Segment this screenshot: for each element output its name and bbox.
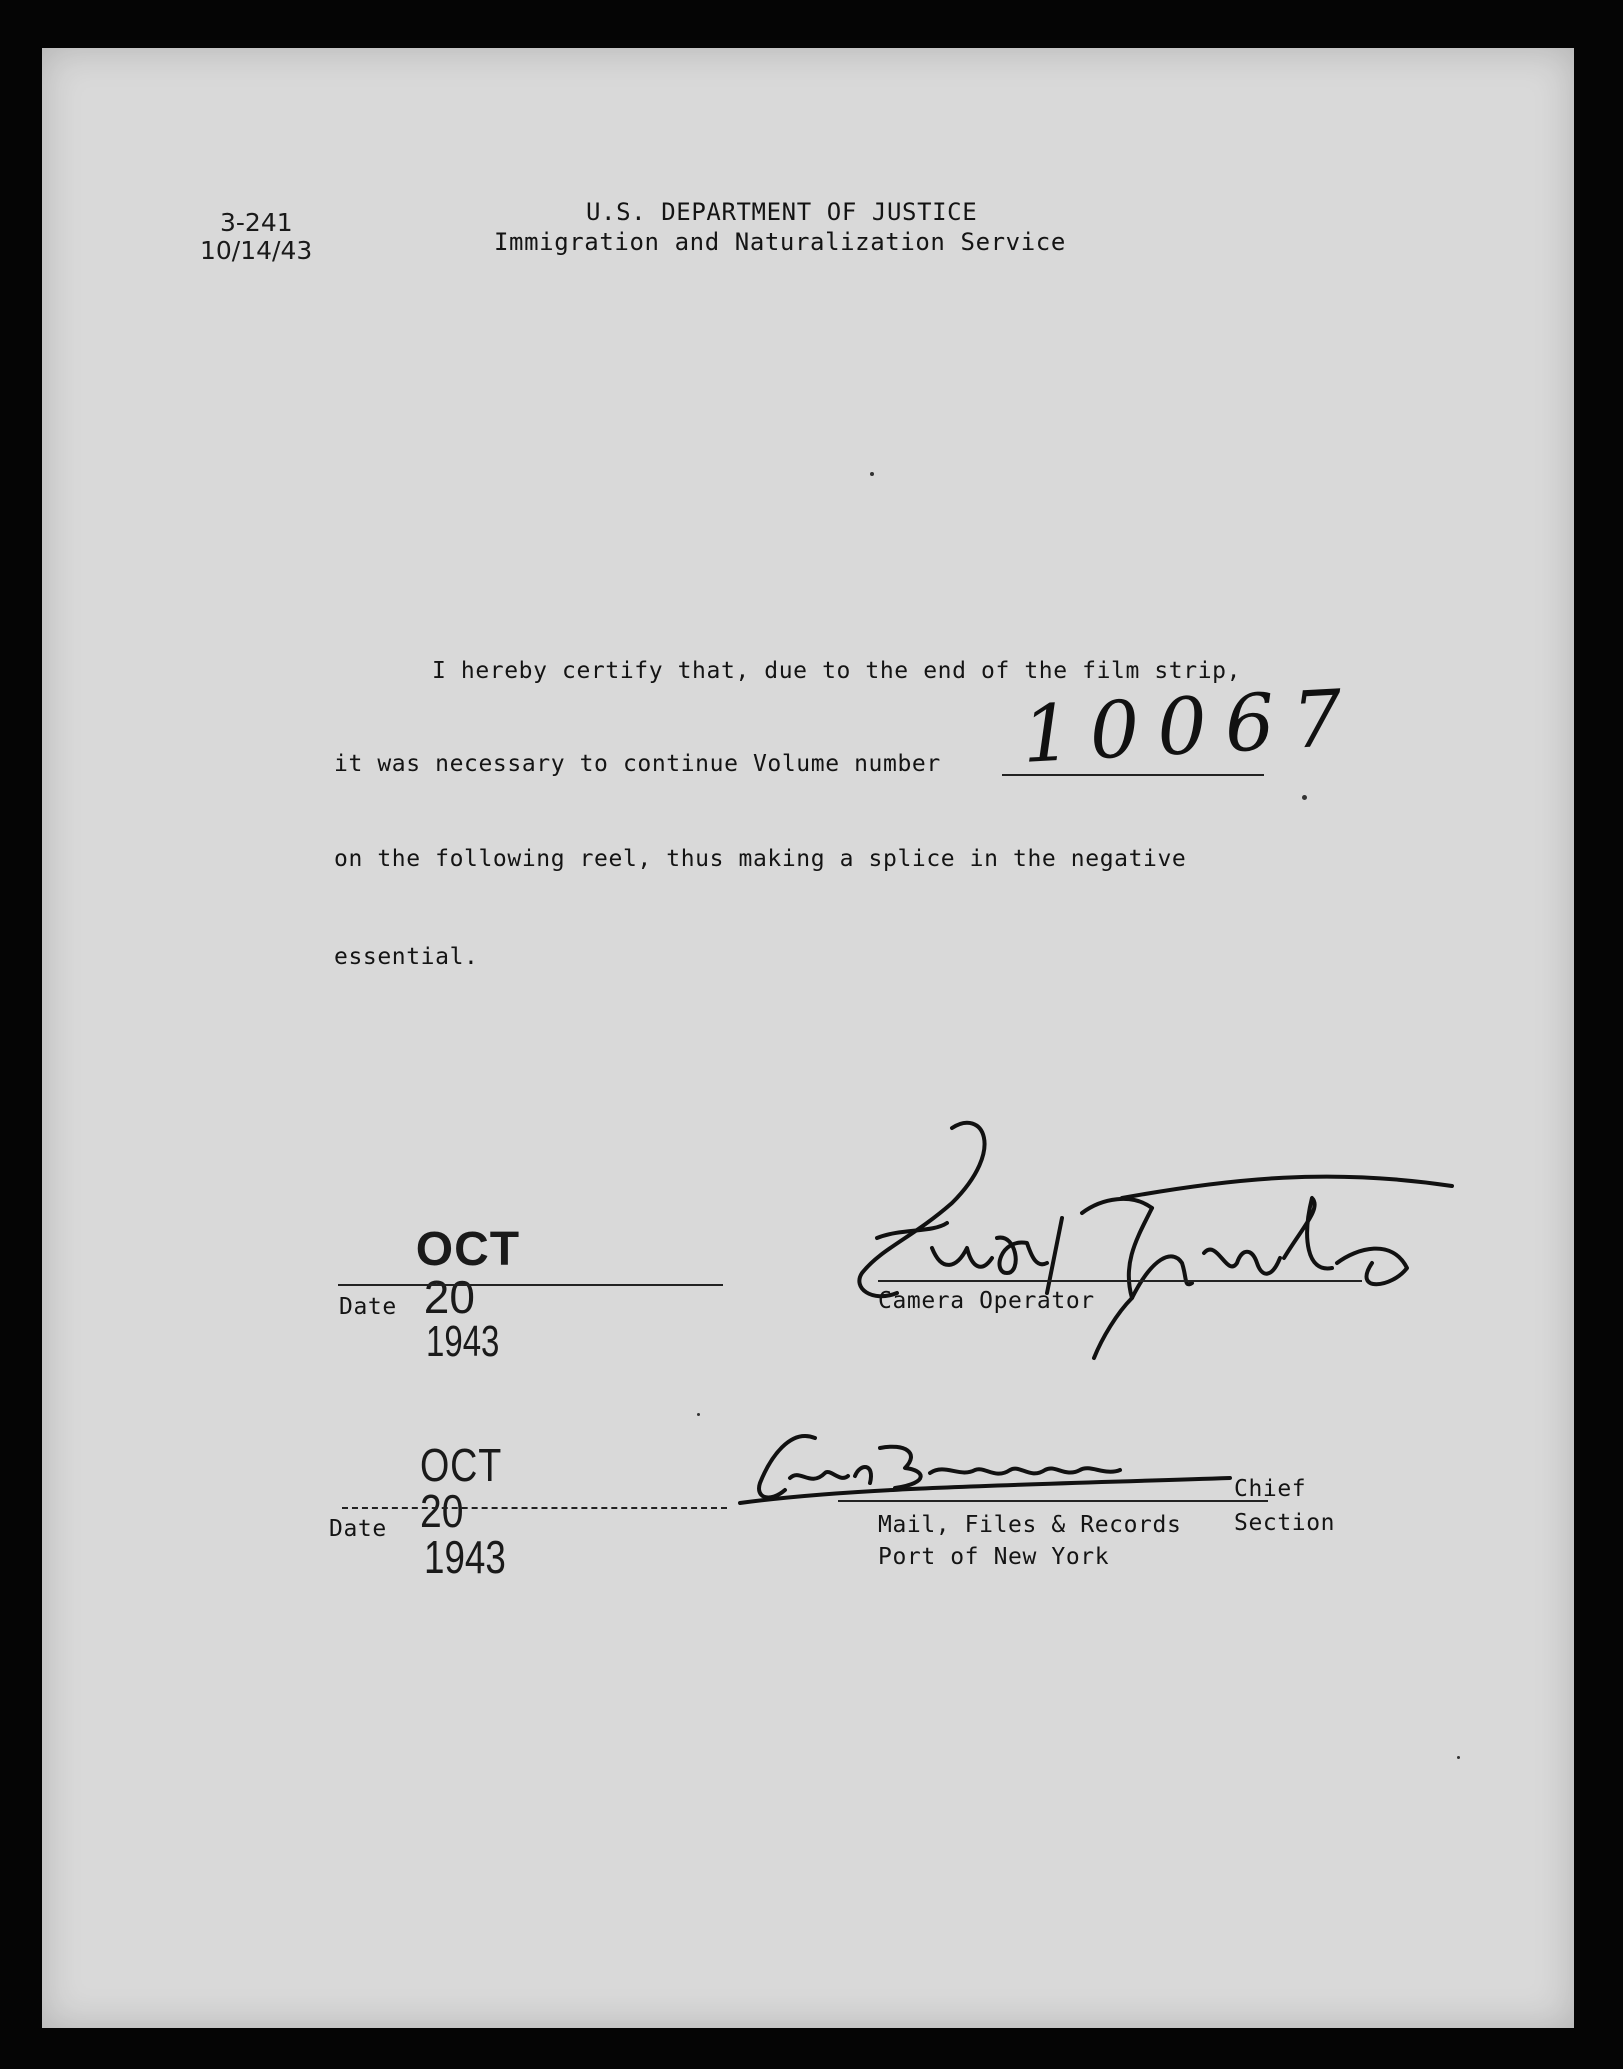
stamp-month: OCT	[415, 1223, 521, 1276]
film-speck	[697, 1413, 700, 1416]
camera-operator-title: Camera Operator	[878, 1288, 1095, 1314]
form-date: 10/14/43	[200, 236, 313, 265]
stamp-month: OCT	[419, 1439, 502, 1491]
document-page	[42, 48, 1574, 2028]
film-speck	[1457, 1756, 1460, 1759]
stamp-day: 20	[419, 1485, 464, 1537]
certification-line-1: I hereby certify that, due to the end of the film strip,	[432, 658, 1242, 684]
stamp-day: 20	[423, 1271, 475, 1323]
operator-date-line	[338, 1284, 723, 1286]
chief-title-line-2: Port of New York	[878, 1544, 1110, 1570]
department-heading: U.S. DEPARTMENT OF JUSTICE	[586, 198, 978, 226]
chief-title-section: Section	[1234, 1510, 1336, 1536]
operator-date-stamp	[398, 1210, 524, 1380]
certification-line-3: on the following reel, thus making a splice in the negative	[334, 846, 1187, 872]
stamp-year: 1943	[423, 1531, 506, 1583]
volume-number-handwritten: 10067	[1019, 673, 1363, 781]
chief-signature-line	[838, 1500, 1268, 1502]
service-heading: Immigration and Naturalization Service	[494, 228, 1066, 256]
chief-date-label: Date	[329, 1516, 387, 1542]
operator-date-label: Date	[339, 1294, 397, 1320]
operator-signature-line	[878, 1280, 1362, 1282]
stamp-year: 1943	[425, 1317, 500, 1366]
certification-line-4: essential.	[334, 944, 479, 970]
chief-signature	[730, 1408, 1250, 1528]
chief-date-line	[342, 1507, 727, 1509]
chief-title-chief: Chief	[1234, 1476, 1307, 1502]
film-speck	[1302, 795, 1307, 800]
certification-line-2: it was necessary to continue Volume number	[334, 751, 941, 777]
film-speck	[870, 472, 874, 476]
chief-date-stamp	[402, 1426, 526, 1596]
form-number: 3-241	[220, 208, 293, 237]
chief-title-line-1: Mail, Files & Records	[878, 1512, 1182, 1538]
